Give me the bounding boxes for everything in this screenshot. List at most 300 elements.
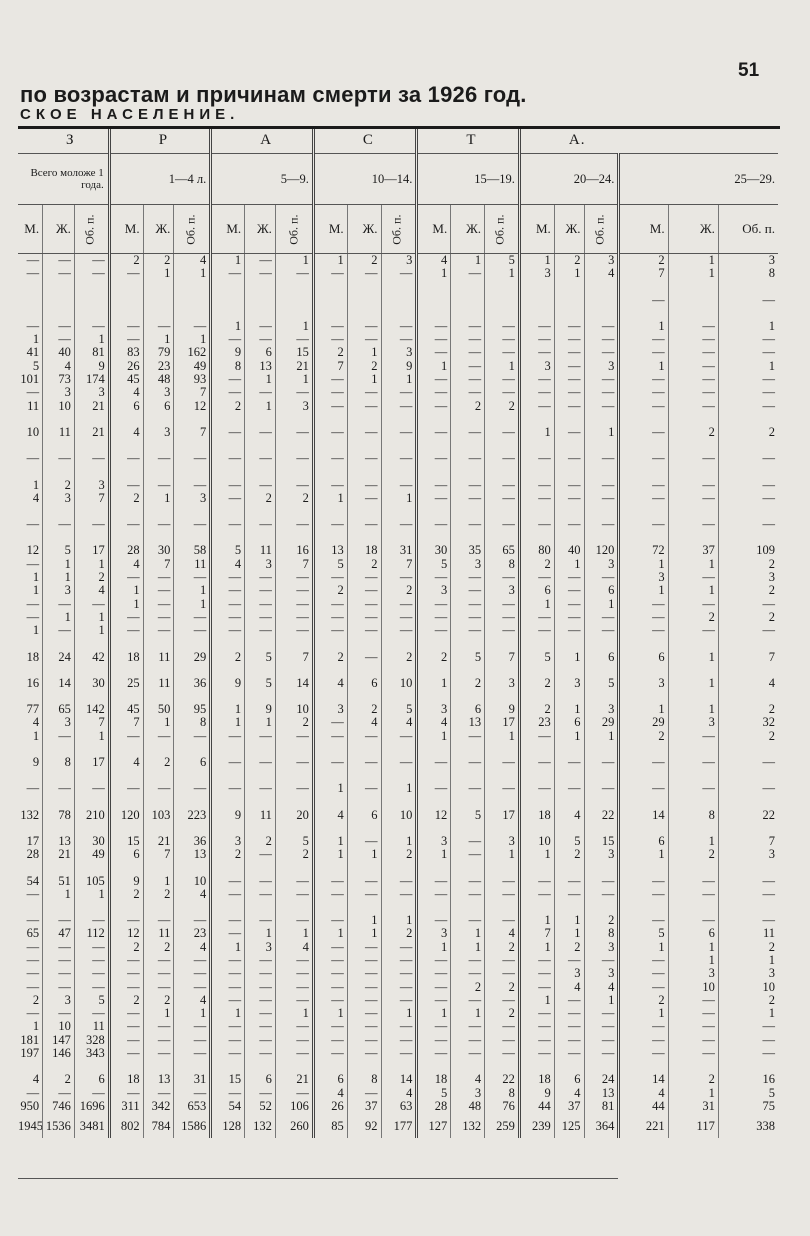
table-cell: 36 [174,677,211,690]
table-cell: — [417,479,451,492]
sex-subheader: М. [519,205,554,254]
spacer-cell [109,796,143,809]
table-cell [275,294,313,307]
table-cell: 2 [381,848,417,861]
spacer-cell [519,743,554,756]
table-cell: — [211,373,245,386]
table-cell: — [718,756,778,769]
table-cell: — [275,1034,313,1047]
table-cell: 1 [584,598,619,611]
table-cell: 11 [174,558,211,571]
table-cell: — [554,782,584,795]
spacer-cell [347,796,381,809]
table-cell: — [245,994,276,1007]
table-cell: 7 [143,848,174,861]
table-cell: 2 [619,730,668,743]
table-cell: 17 [74,756,109,769]
table-cell: — [554,571,584,584]
table-cell: 1 [211,254,245,268]
table-cell: — [26,980,40,994]
table-cell: 7 [718,651,778,664]
table-cell: — [668,1034,718,1047]
spacer-cell [18,1060,43,1073]
table-cell: 1 [584,426,619,439]
row-spacer [18,901,778,914]
spacer-cell [211,505,245,518]
spacer-cell [143,466,174,479]
table-cell: — [451,611,485,624]
table-body [18,254,778,1138]
table-cell: — [43,1007,75,1020]
table-cell: 3 [554,967,584,980]
row-spacer [18,531,778,544]
table-cell: 2 [381,927,417,940]
spacer-cell [18,664,43,677]
table-cell: — [451,333,485,346]
spacer-cell [718,769,778,782]
spacer-cell [245,822,276,835]
table-cell: 3 [143,426,174,439]
table-cell: 1 [32,584,40,598]
spacer-cell [143,638,174,651]
table-cell: — [554,598,584,611]
table-cell: — [43,320,75,333]
table-cell: 6 [109,400,143,413]
table-cell: 3 [381,254,417,268]
table-cell: — [347,875,381,888]
table-cell: 1 [668,703,718,716]
table-cell: 9 [211,809,245,822]
table-cell: — [485,333,520,346]
total-cell: 128 [211,1120,245,1138]
table-cell: — [451,1047,485,1060]
table-cell: 24 [43,651,75,664]
table-cell: — [275,994,313,1007]
table-cell: 10 [519,835,554,848]
spacer-cell [143,822,174,835]
total-cell: 52 [245,1100,276,1120]
table-cell: 8 [211,360,245,373]
spacer-cell [584,796,619,809]
table-cell: 112 [74,927,109,940]
table-cell: — [381,518,417,531]
total-cell: 342 [143,1100,174,1120]
table-cell: — [211,888,245,901]
table-cell: — [668,492,718,505]
table-cell: 1 [519,598,554,611]
sex-subheader: М. [313,205,347,254]
spacer-cell [109,743,143,756]
table-cell: 13 [143,1073,174,1086]
table-cell: — [347,954,381,967]
table-cell: — [668,360,718,373]
total-cell: 653 [174,1100,211,1120]
table-cell: 2 [109,941,143,954]
table-cell: — [417,320,451,333]
table-cell: — [347,730,381,743]
table-cell: 2 [668,1073,718,1086]
table-cell: 1 [245,927,276,940]
spacer-cell [381,901,417,914]
spacer-cell [668,281,718,294]
table-cell: — [245,452,276,465]
table-cell: — [275,426,313,439]
table-cell: — [485,914,520,927]
table-row [18,835,778,848]
spacer-cell [417,796,451,809]
table-cell: — [381,426,417,439]
spacer-cell [347,743,381,756]
table-cell: 1 [74,333,109,346]
total-cell: 54 [211,1100,245,1120]
table-cell: 4 [313,1087,347,1100]
table-cell: 174 [74,373,109,386]
table-cell: — [451,426,485,439]
spacer-cell [417,862,451,875]
spacer-cell [485,281,520,294]
table-cell: 3 [43,994,75,1007]
table-cell: 8 [718,267,778,280]
table-cell: — [381,1020,417,1033]
table-cell: — [451,492,485,505]
total-cell: 76 [485,1100,520,1120]
table-cell: 3 [584,254,619,268]
table-cell: — [668,782,718,795]
spacer-cell [584,664,619,677]
table-cell: — [619,373,668,386]
spacer-cell [451,901,485,914]
table-cell: — [275,518,313,531]
table-cell: 5 [519,651,554,664]
table-cell: 1 [74,624,109,637]
table-cell: — [718,386,778,399]
spacer-cell [554,769,584,782]
spacer-cell [109,531,143,544]
spacer-cell [245,769,276,782]
spacer-cell [109,281,143,294]
table-cell: — [174,914,211,927]
spacer-cell [718,638,778,651]
table-cell: — [109,954,143,967]
table-cell: 11 [245,544,276,557]
table-cell: 2 [211,400,245,413]
row-spacer [18,466,778,479]
table-cell: 1 [619,584,668,597]
table-cell: — [668,320,718,333]
table-cell: — [174,1087,211,1100]
table-cell: — [554,1034,584,1047]
table-cell: — [174,954,211,967]
table-cell: 1 [519,941,554,954]
spacer-cell [584,638,619,651]
spacer-cell [451,466,485,479]
table-cell: — [211,1034,245,1047]
table-cell: 7 [519,927,554,940]
table-cell: 58 [174,544,211,557]
table-cell: — [584,479,619,492]
table-cell: 4 [109,756,143,769]
spacer-cell [554,901,584,914]
table-cell: 13 [245,360,276,373]
table-cell: 6 [174,756,211,769]
table-row [18,400,778,413]
table-cell: — [554,1020,584,1033]
sex-subheader: М. [18,205,43,254]
table-cell: — [485,320,520,333]
spacer-cell [519,769,554,782]
table-cell: — [718,452,778,465]
table-cell: 18 [109,651,143,664]
table-cell: 1 [275,373,313,386]
row-spacer [18,690,778,703]
table-cell: 6 [619,835,668,848]
spacer-cell [174,690,211,703]
table-cell: — [174,320,211,333]
table-cell: — [313,386,347,399]
table-cell: — [109,981,143,994]
table-cell: 5 [245,677,276,690]
spacer-cell [718,690,778,703]
table-cell: — [211,426,245,439]
table-cell: 22 [718,809,778,822]
table-cell: 3 [554,677,584,690]
spacer-cell [451,796,485,809]
spacer-cell [451,1060,485,1073]
table-cell: — [245,611,276,624]
spacer-cell [109,1060,143,1073]
total-cell: 802 [109,1120,143,1138]
spacer-cell [43,307,75,320]
table-cell: 10 [381,809,417,822]
spacer-cell [245,439,276,452]
table-cell: 21 [143,835,174,848]
table-cell: — [245,730,276,743]
table-cell: 1 [347,848,381,861]
spacer-cell [245,743,276,756]
spacer-cell [313,307,347,320]
table-cell: — [381,756,417,769]
spacer-cell [619,439,668,452]
table-cell: — [245,1047,276,1060]
table-cell [584,294,619,307]
table-cell: — [485,967,520,980]
table-cell: 1 [32,1020,40,1034]
table-row [18,320,778,333]
table-cell: — [143,452,174,465]
spacer-cell [43,466,75,479]
table-cell: 2 [519,703,554,716]
table-cell: — [143,611,174,624]
table-row [18,333,778,346]
table-cell: — [43,730,75,743]
table-cell: — [275,875,313,888]
table-row [18,888,778,901]
spacer-cell [417,901,451,914]
table-cell: — [74,320,109,333]
table-cell: 7 [275,651,313,664]
table-cell: — [26,267,40,281]
spacer-cell [718,862,778,875]
spacer-cell [619,796,668,809]
table-row [18,927,778,940]
spacer-cell [275,743,313,756]
table-cell: — [26,940,40,954]
spacer-cell [554,664,584,677]
table-cell: 4 [109,558,143,571]
table-cell: 1 [174,598,211,611]
table-cell: — [143,1020,174,1033]
table-cell: — [74,954,109,967]
row-spacer [18,796,778,809]
table-cell: — [245,914,276,927]
table-cell: — [275,611,313,624]
table-cell: 50 [143,703,174,716]
table-cell: 3 [43,584,75,597]
table-cell: — [275,730,313,743]
table-cell: 14 [619,809,668,822]
table-cell: — [143,1047,174,1060]
table-cell: 2 [143,941,174,954]
table-cell: — [417,875,451,888]
table-cell: 4 [43,360,75,373]
sex-subheader: Ж. [43,205,75,254]
spacer-cell [519,413,554,426]
table-cell: — [143,730,174,743]
table-cell: — [519,386,554,399]
spacer-cell [718,1060,778,1073]
table-cell: 2 [668,611,718,624]
table-cell: — [417,981,451,994]
spacer-cell [584,531,619,544]
table-cell: — [109,611,143,624]
table-cell: 21 [74,426,109,439]
table-cell: — [74,1087,109,1100]
table-cell: 30 [74,835,109,848]
sex-subheader: Ж. [451,205,485,254]
table-cell: 17 [26,834,40,848]
table-cell: — [211,267,245,280]
table-cell: 2 [718,584,778,597]
spacer-cell [519,690,554,703]
table-cell: — [485,346,520,359]
table-cell: — [347,452,381,465]
spacer-cell [313,281,347,294]
bottom-rule [18,1178,618,1179]
table-cell: — [275,756,313,769]
table-row [18,782,778,795]
row-spacer [18,1060,778,1073]
table-cell: — [718,1034,778,1047]
spacer-cell [275,466,313,479]
table-row [18,426,778,439]
table-cell: — [451,386,485,399]
table-cell: 2 [347,360,381,373]
table-cell: — [347,941,381,954]
table-cell: 1 [174,267,211,280]
spacer-cell [381,822,417,835]
spacer-cell [109,822,143,835]
table-cell: 2 [245,492,276,505]
table-cell: 9 [245,703,276,716]
table-cell: — [668,914,718,927]
table-cell: 5 [485,254,520,268]
table-cell: 10 [43,400,75,413]
table-cell: 2 [485,1007,520,1020]
table-cell: — [584,756,619,769]
table-cell: — [347,651,381,664]
table-cell: — [718,479,778,492]
row-spacer [18,743,778,756]
table-cell: 6 [619,651,668,664]
table-cell: 2 [718,994,778,1007]
table-cell: — [668,598,718,611]
spacer-cell [451,743,485,756]
spacer-cell [74,822,109,835]
spacer-cell [313,1060,347,1073]
table-cell: — [417,954,451,967]
spacer-cell [211,664,245,677]
table-cell: 1 [718,954,778,967]
table-cell: 103 [143,809,174,822]
age-group-header: 15—19. [417,154,520,205]
table-cell: 4 [109,386,143,399]
table-cell: — [26,253,40,267]
table-cell: — [718,888,778,901]
table-cell: — [519,479,554,492]
table-cell: 2 [143,994,174,1007]
table-cell: — [245,518,276,531]
table-cell: 7 [174,386,211,399]
table-cell: — [313,373,347,386]
table-cell: 1 [668,1087,718,1100]
spacer-cell [18,466,43,479]
table-cell: 14 [619,1073,668,1086]
table-cell: 31 [174,1073,211,1086]
table-cell: 2 [451,981,485,994]
spacer-cell [718,822,778,835]
table-cell: 6 [109,848,143,861]
spacer-cell [668,531,718,544]
row-spacer [18,505,778,518]
table-cell: — [554,611,584,624]
table-cell: 7 [74,716,109,729]
table-cell: — [109,452,143,465]
table-cell: 10 [26,425,40,439]
table-cell: — [519,1034,554,1047]
table-cell: 1 [619,703,668,716]
spacer-cell [381,439,417,452]
spacer-cell [275,505,313,518]
header-letter: З [18,129,109,154]
table-cell: 10 [275,703,313,716]
table-cell: — [347,994,381,1007]
totals-row [18,1120,778,1138]
table-cell: — [381,981,417,994]
spacer-cell [211,439,245,452]
table-cell: — [347,571,381,584]
spacer-cell [619,531,668,544]
table-cell: — [417,756,451,769]
table-row [18,1087,778,1100]
sex-subheader-row [18,205,778,254]
table-cell: — [109,914,143,927]
table-cell: — [554,624,584,637]
table-cell: 54 [26,874,40,888]
table-cell: 10 [43,1020,75,1033]
table-cell: 1 [313,848,347,861]
table-cell: 3 [43,716,75,729]
table-row [18,611,778,624]
